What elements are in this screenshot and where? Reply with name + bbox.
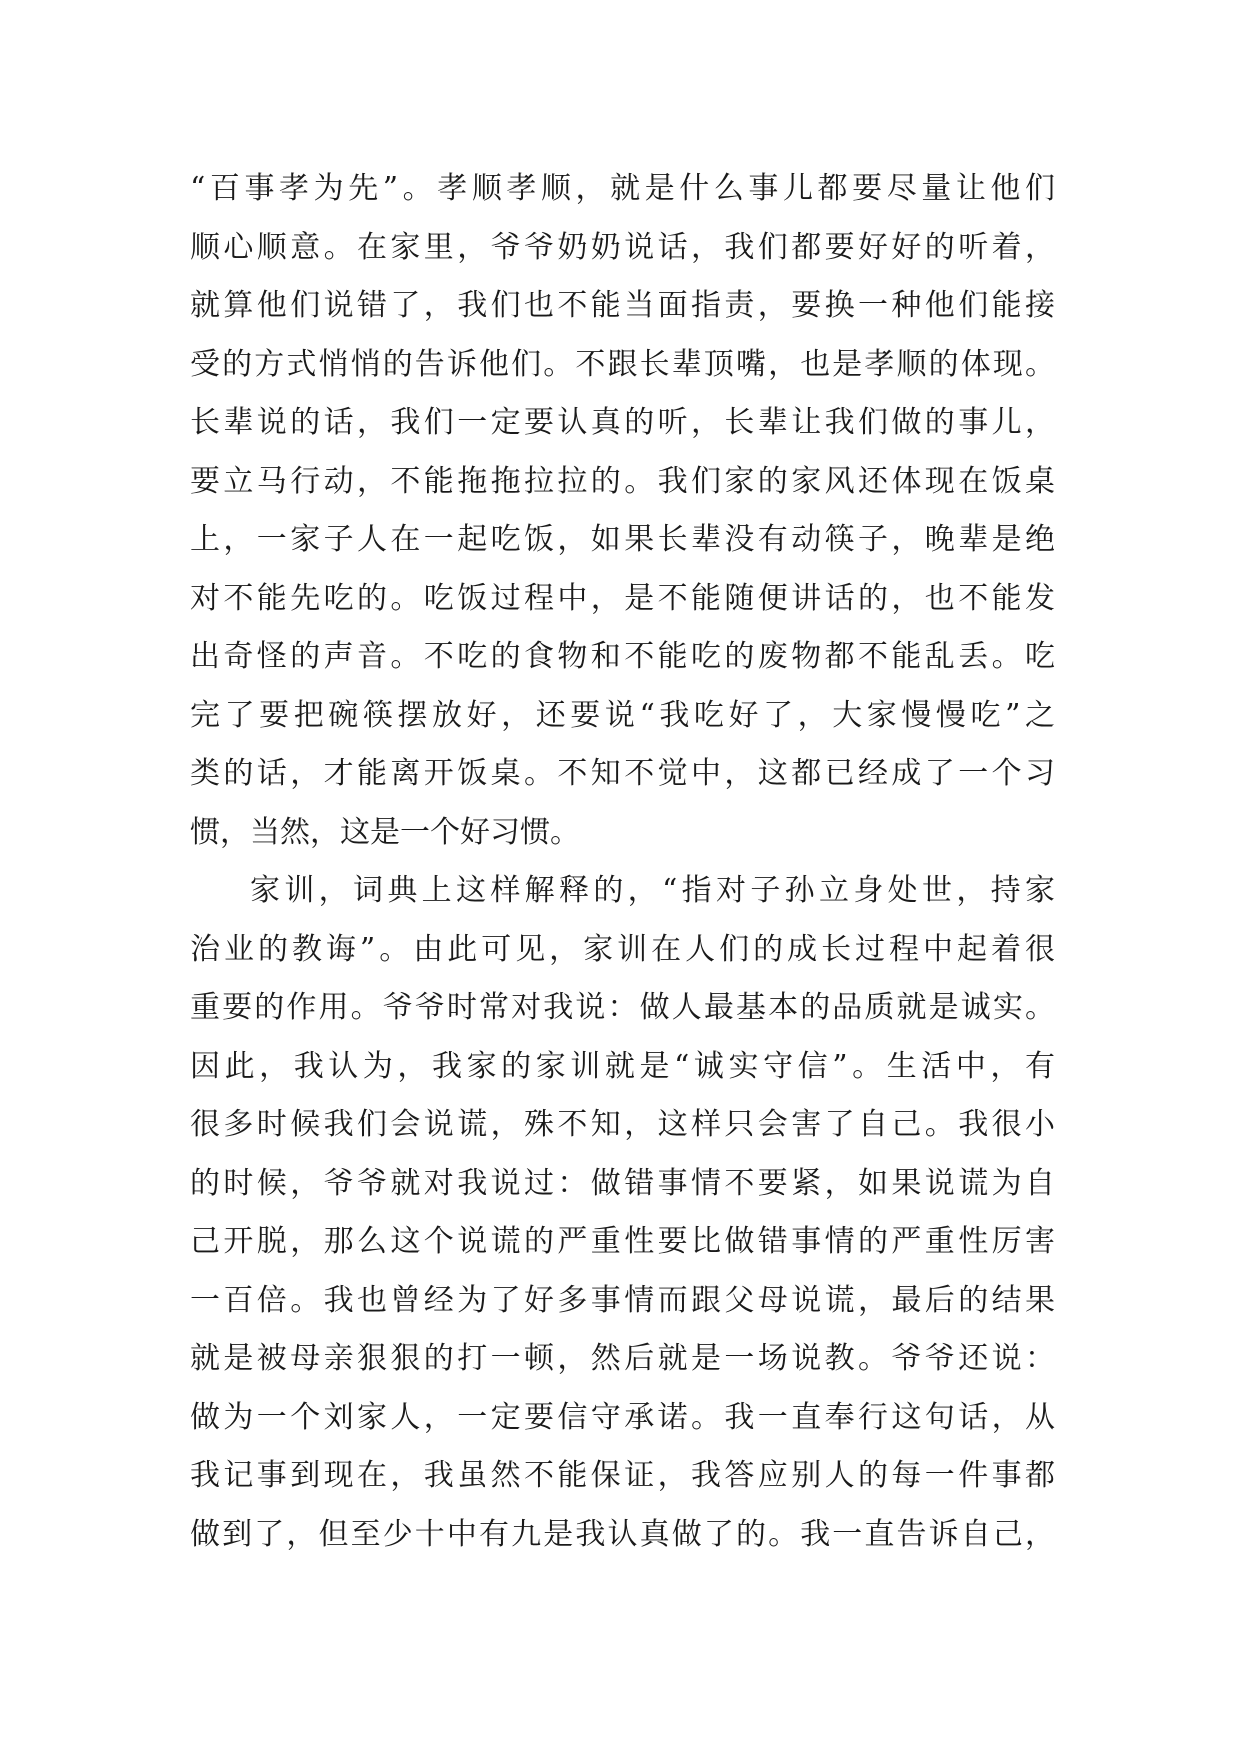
text-line: 治业的教诲”。由此可见，家训在人们的成长过程中起着很: [190, 931, 1055, 967]
text-line: 完了要把碗筷摆放好，还要说“我吃好了，大家慢慢吃”之: [190, 697, 1055, 733]
paragraph-start-line: 家训，词典上这样解释的，“指对子孙立身处世，持家: [250, 873, 1055, 908]
text-line: 要立马行动，不能拖拖拉拉的。我们家的家风还体现在饭桌: [190, 463, 1055, 499]
text-line: 很多时候我们会说谎，殊不知，这样只会害了自己。我很小: [190, 1107, 1055, 1142]
text-line: 己开脱，那么这个说谎的严重性要比做错事情的严重性厉害: [190, 1224, 1055, 1259]
text-line: 因此，我认为，我家的家训就是“诚实守信”。生活中，有: [190, 1048, 1055, 1084]
text-line: 类的话，才能离开饭桌。不知不觉中，这都已经成了一个习: [190, 756, 1055, 791]
text-line: 做为一个刘家人，一定要信守承诺。我一直奉行这句话，从: [190, 1399, 1055, 1435]
text-line: 的时候，爷爷就对我说过：做错事情不要紧，如果说谎为自: [190, 1165, 1055, 1201]
text-line: 一百倍。我也曾经为了好多事情而跟父母说谎，最后的结果: [190, 1282, 1055, 1318]
text-line: 受的方式悄悄的告诉他们。不跟长辈顶嘴，也是孝顺的体现。: [190, 346, 1055, 382]
text-line: 上，一家子人在一起吃饭，如果长辈没有动筷子，晚辈是绝: [190, 522, 1055, 557]
text-line: 做到了，但至少十中有九是我认真做了的。我一直告诉自己，: [190, 1516, 1055, 1552]
text-line: 出奇怪的声音。不吃的食物和不能吃的废物都不能乱丢。吃: [190, 639, 1055, 674]
text-line: 就是被母亲狠狠的打一顿，然后就是一场说教。爷爷还说：: [190, 1341, 1055, 1376]
text-line: “百事孝为先”。孝顺孝顺，就是什么事儿都要尽量让他们: [190, 171, 1055, 206]
text-line: 就算他们说错了，我们也不能当面指责，要换一种他们能接: [190, 288, 1055, 323]
text-line: 顺心顺意。在家里，爷爷奶奶说话，我们都要好好的听着，: [190, 229, 1055, 265]
text-line: 惯，当然，这是一个好习惯。: [190, 814, 580, 850]
text-line: 重要的作用。爷爷时常对我说：做人最基本的品质就是诚实。: [190, 990, 1055, 1025]
body-text: [190, 160, 1055, 1564]
text-line: 长辈说的话，我们一定要认真的听，长辈让我们做的事儿，: [190, 405, 1055, 440]
text-line: 对不能先吃的。吃饭过程中，是不能随便讲话的，也不能发: [190, 580, 1055, 616]
text-line: 我记事到现在，我虽然不能保证，我答应别人的每一件事都: [190, 1458, 1055, 1493]
